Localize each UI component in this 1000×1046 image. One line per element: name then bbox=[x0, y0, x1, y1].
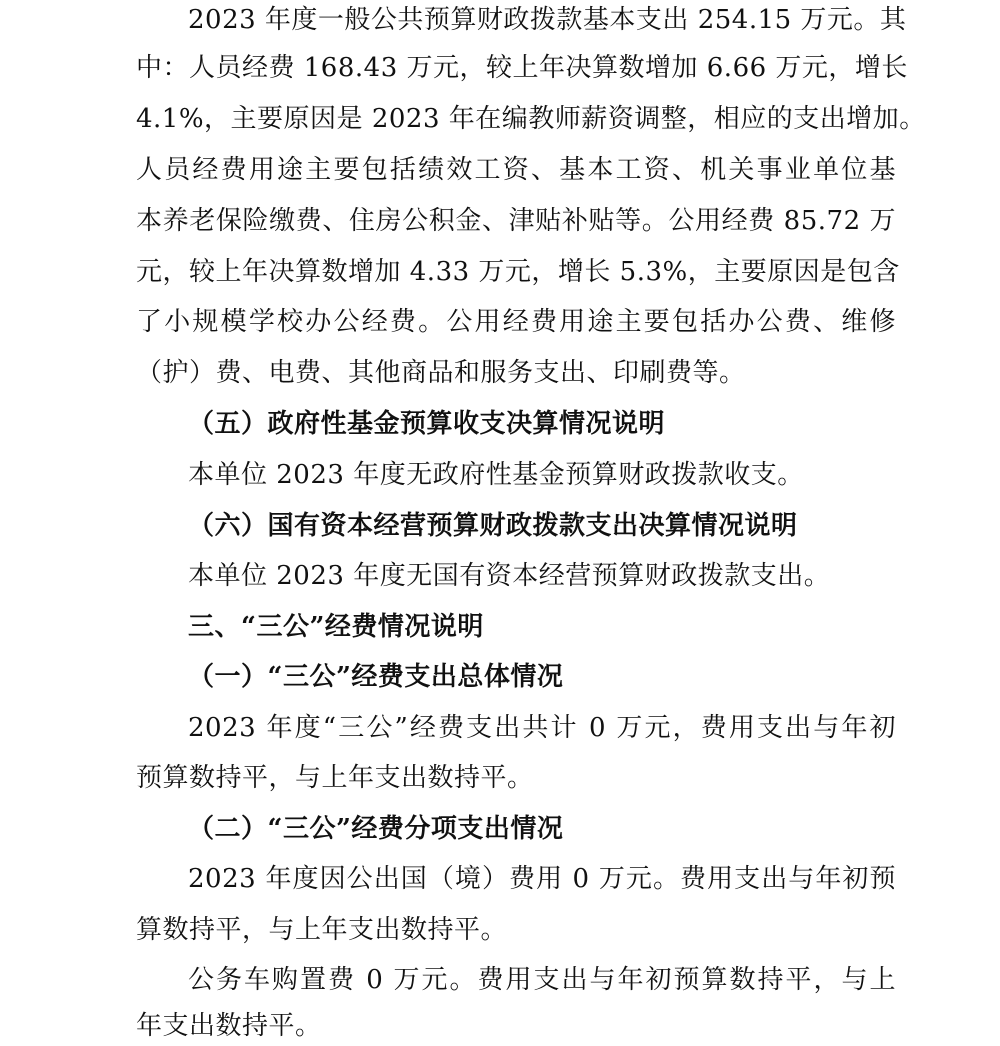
paragraph-line: 预算数持平，与上年支出数持平。 bbox=[136, 763, 534, 793]
section-heading: （二）“三公”经费分项支出情况 bbox=[188, 814, 564, 844]
paragraph-line: 元，较上年决算数增加 4.33 万元，增长 5.3%，主要原因是包含 bbox=[136, 257, 900, 287]
paragraph-line: 本单位 2023 年度无国有资本经营预算财政拨款支出。 bbox=[188, 561, 831, 591]
paragraph-line: 2023 年度“三公”经费支出共计 0 万元，费用支出与年初 bbox=[188, 713, 896, 743]
paragraph-line: 公务车购置费 0 万元。费用支出与年初预算数持平，与上 bbox=[188, 965, 896, 995]
section-heading: （一）“三公”经费支出总体情况 bbox=[188, 662, 564, 692]
paragraph-line: 年支出数持平。 bbox=[136, 1011, 322, 1041]
paragraph-line: 中：人员经费 168.43 万元，较上年决算数增加 6.66 万元，增长 bbox=[136, 53, 908, 83]
section-heading: （五）政府性基金预算收支决算情况说明 bbox=[188, 409, 666, 439]
paragraph-line: 4.1%，主要原因是 2023 年在编教师薪资调整，相应的支出增加。 bbox=[136, 104, 926, 134]
paragraph-line: 算数持平，与上年支出数持平。 bbox=[136, 915, 508, 945]
paragraph-line: 本单位 2023 年度无政府性基金预算财政拨款收支。 bbox=[188, 460, 804, 490]
paragraph-line: （护）费、电费、其他商品和服务支出、印刷费等。 bbox=[136, 358, 746, 388]
paragraph-line: 人员经费用途主要包括绩效工资、基本工资、机关事业单位基 bbox=[136, 155, 896, 185]
paragraph-line: 了小规模学校办公经费。公用经费用途主要包括办公费、维修 bbox=[136, 307, 896, 337]
paragraph-line: 2023 年度一般公共预算财政拨款基本支出 254.15 万元。其 bbox=[188, 5, 907, 35]
chapter-heading: 三、“三公”经费情况说明 bbox=[188, 612, 484, 642]
section-heading: （六）国有资本经营预算财政拨款支出决算情况说明 bbox=[188, 511, 798, 541]
paragraph-line: 2023 年度因公出国（境）费用 0 万元。费用支出与年初预 bbox=[188, 864, 896, 894]
paragraph-line: 本养老保险缴费、住房公积金、津贴补贴等。公用经费 85.72 万 bbox=[136, 206, 896, 236]
